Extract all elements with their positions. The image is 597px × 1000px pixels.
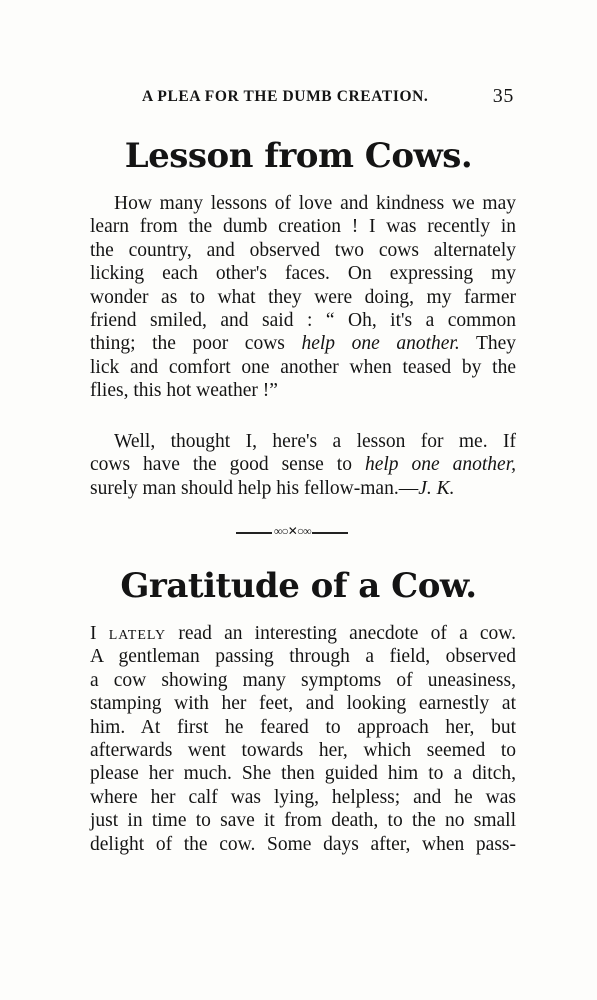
text-run: I <box>90 623 109 644</box>
text-line: friend smiled, and said : “ Oh, it's a common <box>90 310 516 332</box>
text-line: a cow showing many symptoms of uneasiness, <box>90 669 516 691</box>
divider-line-left <box>236 532 272 534</box>
text-line: Well, thought I, here's a lesson for me. If <box>114 431 516 452</box>
text-run: They <box>459 333 517 355</box>
text-line: lick and comfort one another when teased by the <box>90 356 516 378</box>
running-head-title: A PLEA FOR THE DUMB CREATION. <box>142 88 429 105</box>
paragraph-lesson-1 <box>90 192 516 403</box>
text-run: cows have the good sense to <box>90 454 365 476</box>
text-line: learn from the dumb creation ! I was recently in <box>90 216 516 238</box>
divider-line-right <box>312 532 348 534</box>
italic-run: help one another. <box>301 333 460 355</box>
text-line <box>90 477 516 500</box>
paragraph-lesson-2 <box>90 430 516 500</box>
text-line <box>90 332 516 355</box>
text-run: surely man should help his fellow-man.— <box>90 477 419 499</box>
paragraph-gratitude <box>90 622 516 856</box>
text-line: How many lessons of love and kindness we may <box>114 193 516 214</box>
section-heading-lesson: Lesson from Cows. <box>124 136 473 176</box>
text-line: delight of the cow. Some days after, when pass- <box>90 833 516 855</box>
text-line: wonder as to what they were doing, my farmer <box>90 286 516 308</box>
text-line: flies, this hot weather !” <box>90 380 278 402</box>
text-line: the country, and observed two cows alternately <box>90 239 516 261</box>
text-line <box>90 622 516 645</box>
page-number: 35 <box>492 85 514 107</box>
text-line: where her calf was lying, helpless; and he was <box>90 786 516 808</box>
text-line: afterwards went towards her, which seemed to <box>90 740 516 762</box>
text-line: A gentleman passing through a field, observed <box>90 646 516 668</box>
text-line: stamping with her feet, and looking earnestly at <box>90 693 516 715</box>
text-line <box>90 453 516 476</box>
text-run: thing; the poor cows <box>90 333 302 355</box>
text-line: please her much. She then guided him to a ditch, <box>90 763 516 785</box>
text-line: him. At first he feared to approach her, but <box>90 716 516 738</box>
text-line: just in time to save it from death, to the no small <box>90 810 516 832</box>
section-divider-ornament <box>236 526 348 540</box>
small-caps-run: lately <box>108 623 167 644</box>
signature-initials: J. K. <box>418 477 455 499</box>
italic-run: help one another, <box>364 454 516 476</box>
section-heading-gratitude: Gratitude of a Cow. <box>120 566 477 606</box>
ornament-glyph: ∞○✕○∞ <box>274 524 311 538</box>
text-line: licking each other's faces. On expressing my <box>90 263 516 285</box>
text-run: read an interesting anecdote of a cow. <box>166 623 516 644</box>
